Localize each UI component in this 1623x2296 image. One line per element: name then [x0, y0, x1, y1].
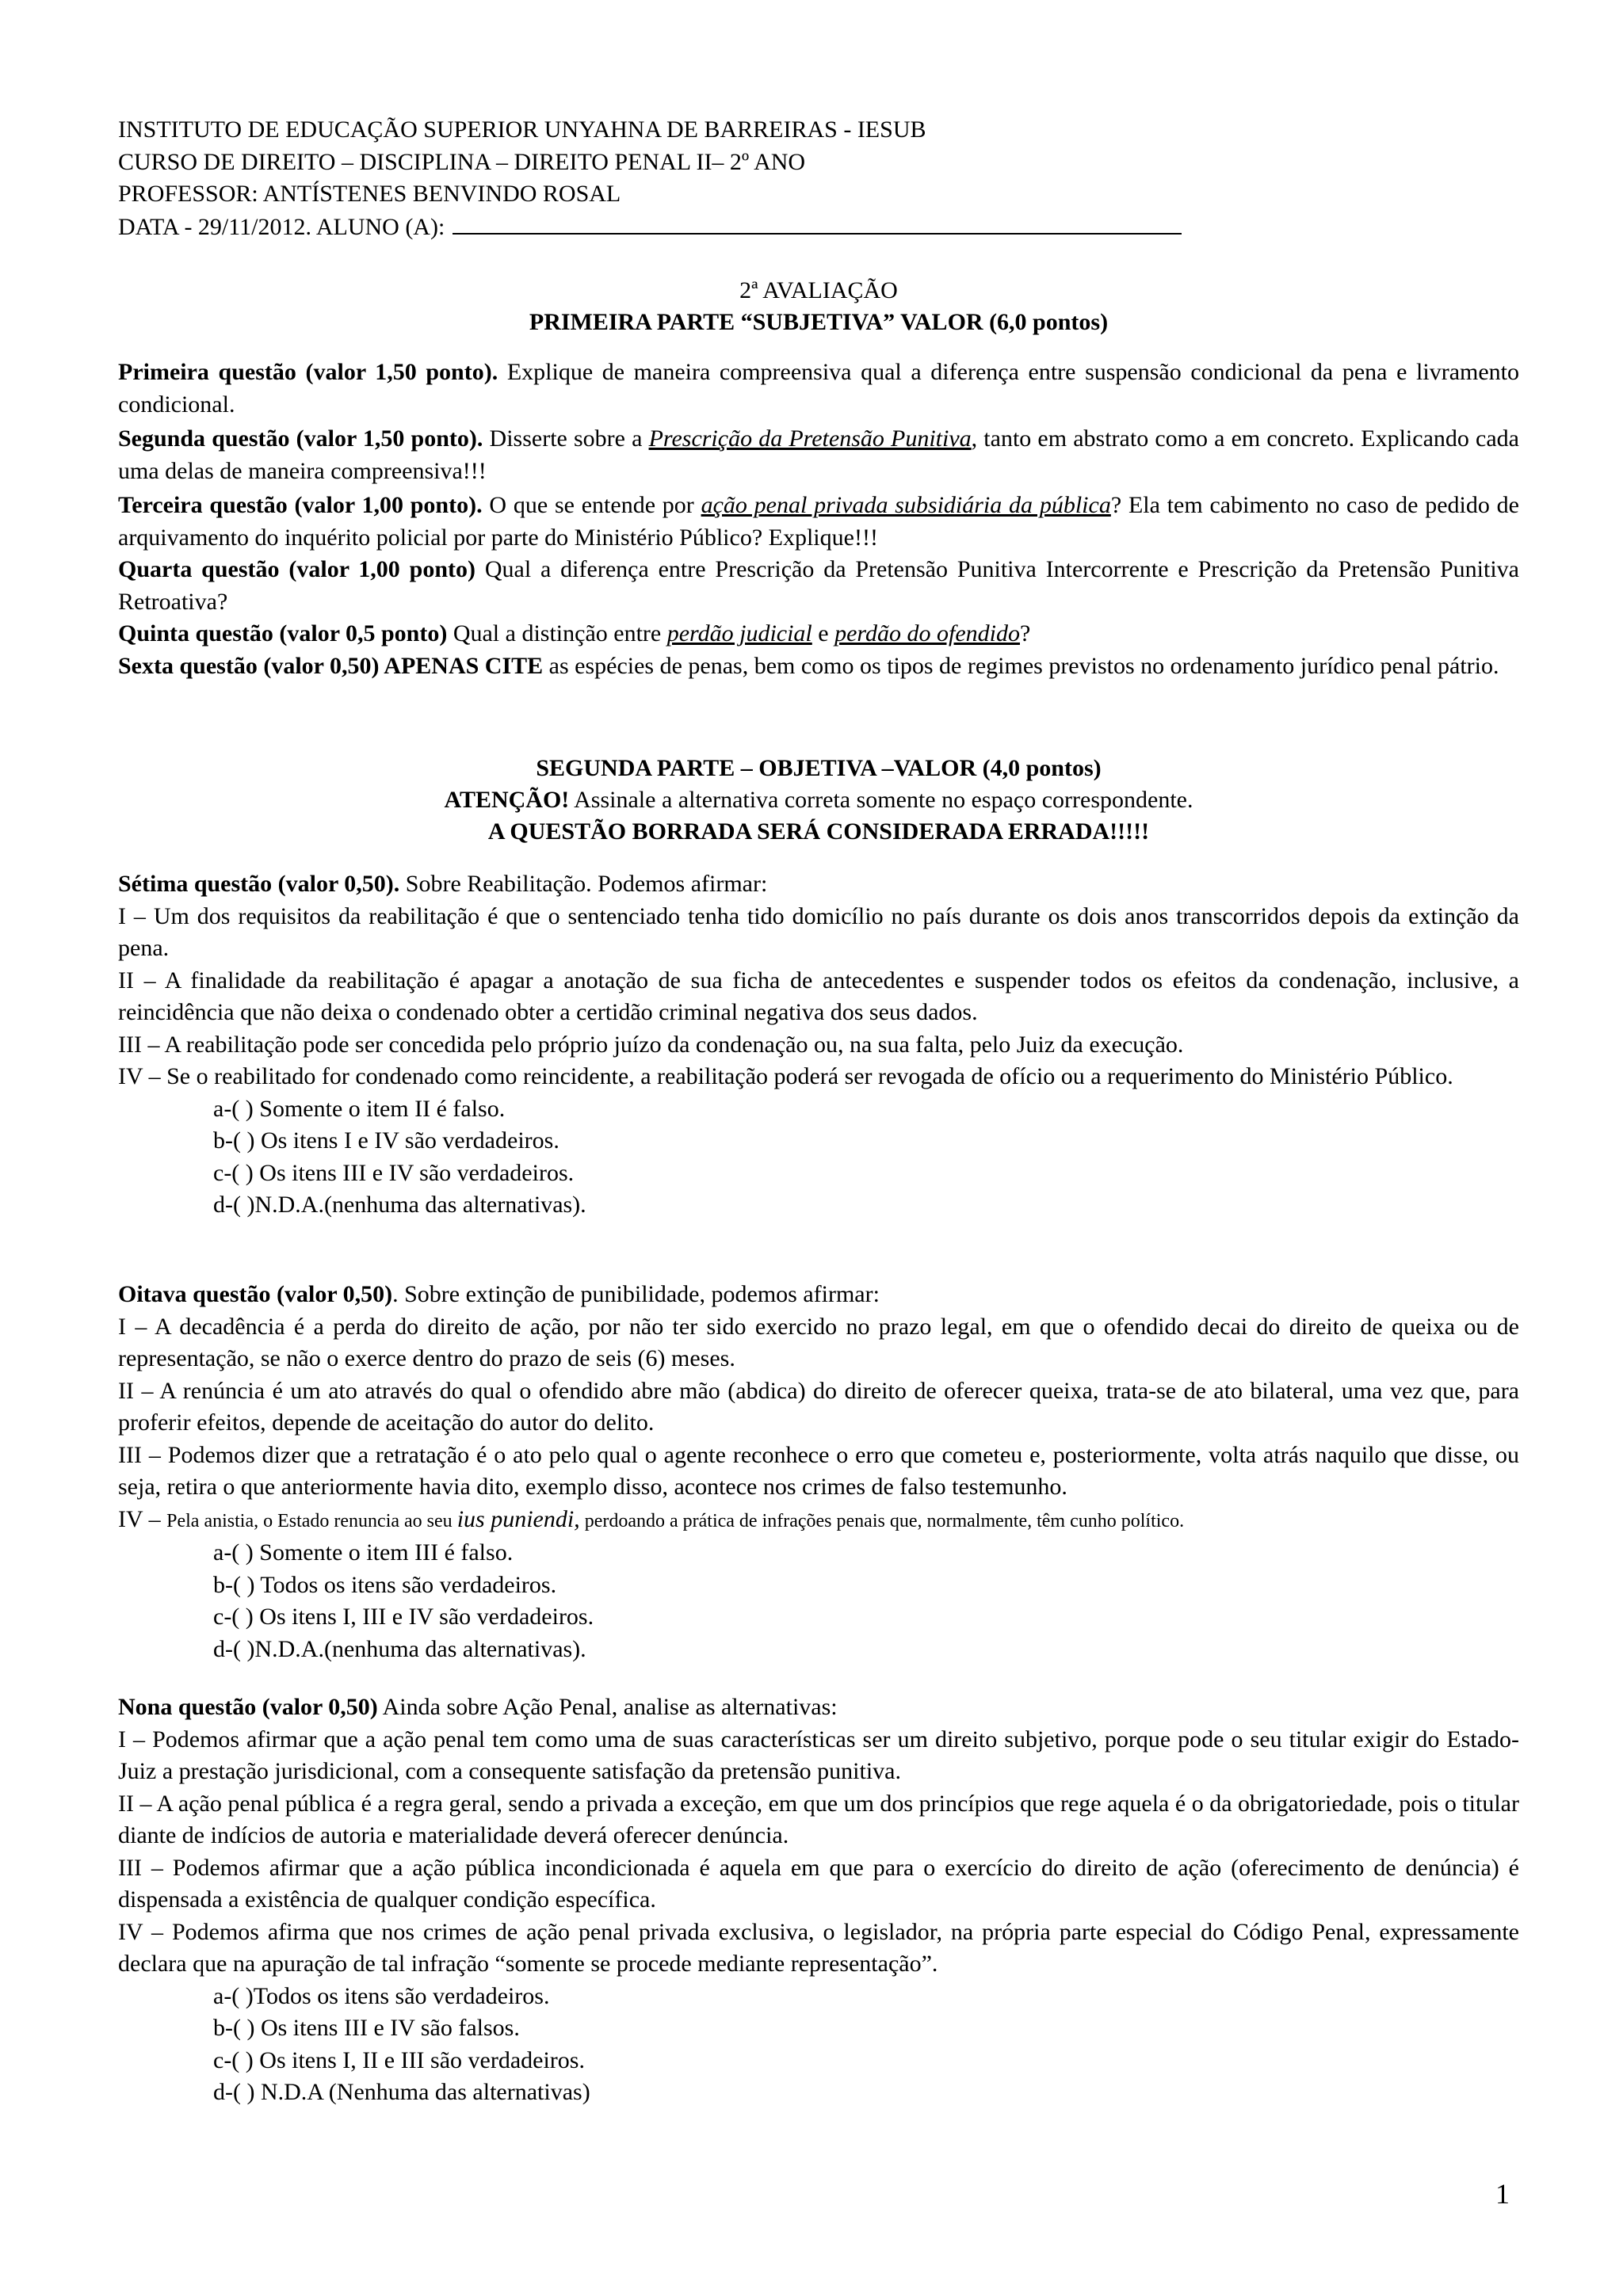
- q9-item-4: IV – Podemos afirma que nos crimes de ação penal privada exclusiva, o legislador, na própria parte especial do Código Penal, expressamente declara que na apuração de tal infração “somente se procede mediante representação”.: [118, 1918, 1519, 1977]
- q8-item-2: II – A renúncia é um ato através do qual o ofendido abre mão (abdica) do direito de oferecer queixa, trata-se de ato bilateral, uma vez que, para proferir efeitos, depende de aceitação do autor do delito.: [118, 1377, 1519, 1436]
- header-professor: PROFESSOR: ANTÍSTENES BENVINDO ROSAL: [118, 181, 621, 207]
- question-4: Quarta questão (valor 1,00 ponto) Qual a diferença entre Prescrição da Pretensão Punitiva Intercorrente e Prescrição da Pretensão Punitiva Retroativa?: [118, 556, 1519, 615]
- q9-option-c[interactable]: c-( ) Os itens I, II e III são verdadeiros.: [213, 2046, 585, 2073]
- header-institution: INSTITUTO DE EDUCAÇÃO SUPERIOR UNYAHNA DE BARREIRAS - IESUB: [118, 116, 926, 143]
- question-8-intro: Oitava questão (valor 0,50). Sobre extinção de punibilidade, podemos afirmar:: [118, 1281, 880, 1307]
- term-perdao-ofendido: perdão do ofendido: [834, 620, 1020, 646]
- q8-item-1: I – A decadência é a perda do direito de ação, por não ter sido exercido no prazo legal, em que o ofendido decai do direito de queixa ou de representação, se não o exerce dentro do prazo de seis (6) meses.: [118, 1313, 1519, 1371]
- header: [118, 114, 1519, 243]
- date-student-label: DATA - 29/11/2012. ALUNO (A):: [118, 213, 445, 240]
- header-course: CURSO DE DIREITO – DISCIPLINA – DIREITO PENAL II– 2º ANO: [118, 148, 806, 175]
- question-1: Primeira questão (valor 1,50 ponto). Explique de maneira compreensiva qual a diferença entre suspensão condicional da pena e livramento condicional.: [118, 359, 1519, 418]
- q7-item-3: III – A reabilitação pode ser concedida pelo próprio juízo da condenação ou, na sua falta, pelo Juiz da execução.: [118, 1031, 1184, 1058]
- exam-title: 2ª AVALIAÇÃO: [739, 277, 898, 303]
- subjective-questions: [118, 357, 1519, 682]
- part1-titles: [118, 275, 1519, 338]
- q9-option-b[interactable]: b-( ) Os itens III e IV são falsos.: [213, 2015, 520, 2041]
- q8-options: [213, 1537, 1519, 1665]
- header-date-student: [118, 211, 1519, 244]
- q7-option-d[interactable]: d-( )N.D.A.(nenhuma das alternativas).: [213, 1192, 586, 1218]
- q9-item-1: I – Podemos afirmar que a ação penal tem como uma de suas características ser um direito subjetivo, porque pode o seu titular exigir do Estado-Juiz a prestação jurisdicional, com a consequente satisfação da pretensão punitiva.: [118, 1726, 1519, 1784]
- term-acao-penal: ação penal privada subsidiária da pública: [701, 492, 1111, 518]
- student-name-blank[interactable]: [453, 211, 1182, 235]
- q8-option-d[interactable]: d-( )N.D.A.(nenhuma das alternativas).: [213, 1635, 586, 1662]
- q8-option-b[interactable]: b-( ) Todos os itens são verdadeiros.: [213, 1571, 557, 1598]
- q7-item-2: II – A finalidade da reabilitação é apagar a anotação de sua ficha de antecedentes e suspender todos os efeitos da condenação, inclusive, a reincidência que não deixa o condenado obter a certidão criminal negativa dos seus dados.: [118, 967, 1519, 1025]
- q8-item-4: IV – Pela anistia, o Estado renuncia ao seu ius puniendi, perdoando a prática de infrações penais que, normalmente, têm cunho político.: [118, 1505, 1185, 1532]
- question-7-intro: Sétima questão (valor 0,50). Sobre Reabilitação. Podemos afirmar:: [118, 871, 768, 897]
- q7-option-b[interactable]: b-( ) Os itens I e IV são verdadeiros.: [213, 1127, 559, 1154]
- part2-title: SEGUNDA PARTE – OBJETIVA –VALOR (4,0 pontos): [536, 755, 1102, 781]
- q7-item-1: I – Um dos requisitos da reabilitação é que o sentenciado tenha tido domicílio no país durante os dois anos transcorridos depois da extinção da pena.: [118, 902, 1519, 961]
- question-7: [118, 868, 1519, 1222]
- q9-options: [213, 1981, 1519, 2109]
- question-8: [118, 1279, 1519, 1665]
- question-5: Quinta questão (valor 0,5 ponto) Qual a distinção entre perdão judicial e perdão do ofendido?: [118, 620, 1031, 646]
- q7-item-4: IV – Se o reabilitado for condenado como reincidente, a reabilitação poderá ser revogada de ofício ou a requerimento do Ministério Público.: [118, 1063, 1453, 1089]
- q9-option-d[interactable]: d-( ) N.D.A (Nenhuma das alternativas): [213, 2079, 590, 2105]
- q8-option-c[interactable]: c-( ) Os itens I, III e IV são verdadeiros.: [213, 1604, 594, 1630]
- q8-option-a[interactable]: a-( ) Somente o item III é falso.: [213, 1539, 514, 1566]
- term-perdao-judicial: perdão judicial: [666, 620, 812, 646]
- attention-line: ATENÇÃO! Assinale a alternativa correta somente no espaço correspondente.: [444, 787, 1193, 813]
- term-prescricao: Prescrição da Pretensão Punitiva: [648, 425, 972, 452]
- page-number: 1: [1495, 2178, 1510, 2210]
- q7-option-a[interactable]: a-( ) Somente o item II é falso.: [213, 1095, 506, 1122]
- warning-line: A QUESTÃO BORRADA SERÁ CONSIDERADA ERRADA!!!!!: [487, 818, 1150, 845]
- part2-titles: [118, 753, 1519, 848]
- q9-item-3: III – Podemos afirmar que a ação pública incondicionada é aquela em que para o exercício do direito de ação (oferecimento de denúncia) é dispensada a existência de qualquer condição específica.: [118, 1854, 1519, 1913]
- q9-option-a[interactable]: a-( )Todos os itens são verdadeiros.: [213, 1982, 550, 2009]
- q7-option-c[interactable]: c-( ) Os itens III e IV são verdadeiros.: [213, 1159, 575, 1186]
- q7-options: [213, 1093, 1519, 1222]
- q9-item-2: II – A ação penal pública é a regra geral, sendo a privada a exceção, em que um dos princípios que rege aquela é o da obrigatoriedade, pois o titular diante de indícios de autoria e materialidade deverá oferecer denúncia.: [118, 1790, 1519, 1848]
- question-6: Sexta questão (valor 0,50) APENAS CITE as espécies de penas, bem como os tipos de regimes previstos no ordenamento jurídico penal pátrio.: [118, 652, 1499, 679]
- question-2: Segunda questão (valor 1,50 ponto). Disserte sobre a Prescrição da Pretensão Punitiva, tanto em abstrato como a em concreto. Explicando cada uma delas de maneira compreensiva!!!: [118, 425, 1519, 484]
- part1-title: PRIMEIRA PARTE “SUBJETIVA” VALOR (6,0 pontos): [529, 309, 1109, 335]
- question-9: [118, 1691, 1519, 2109]
- question-9-intro: Nona questão (valor 0,50) Ainda sobre Ação Penal, analise as alternativas:: [118, 1694, 838, 1720]
- q8-item-3: III – Podemos dizer que a retratação é o ato pelo qual o agente reconhece o erro que cometeu e, posteriormente, volta atrás naquilo que disse, ou seja, retira o que anteriormente havia dito, exemplo disso, acontece nos crimes de falso testemunho.: [118, 1441, 1519, 1500]
- question-3: Terceira questão (valor 1,00 ponto). O que se entende por ação penal privada subsidiária da pública? Ela tem cabimento no caso de pedido de arquivamento do inquérito policial por parte do Ministério Público? Explique!!!: [118, 492, 1519, 551]
